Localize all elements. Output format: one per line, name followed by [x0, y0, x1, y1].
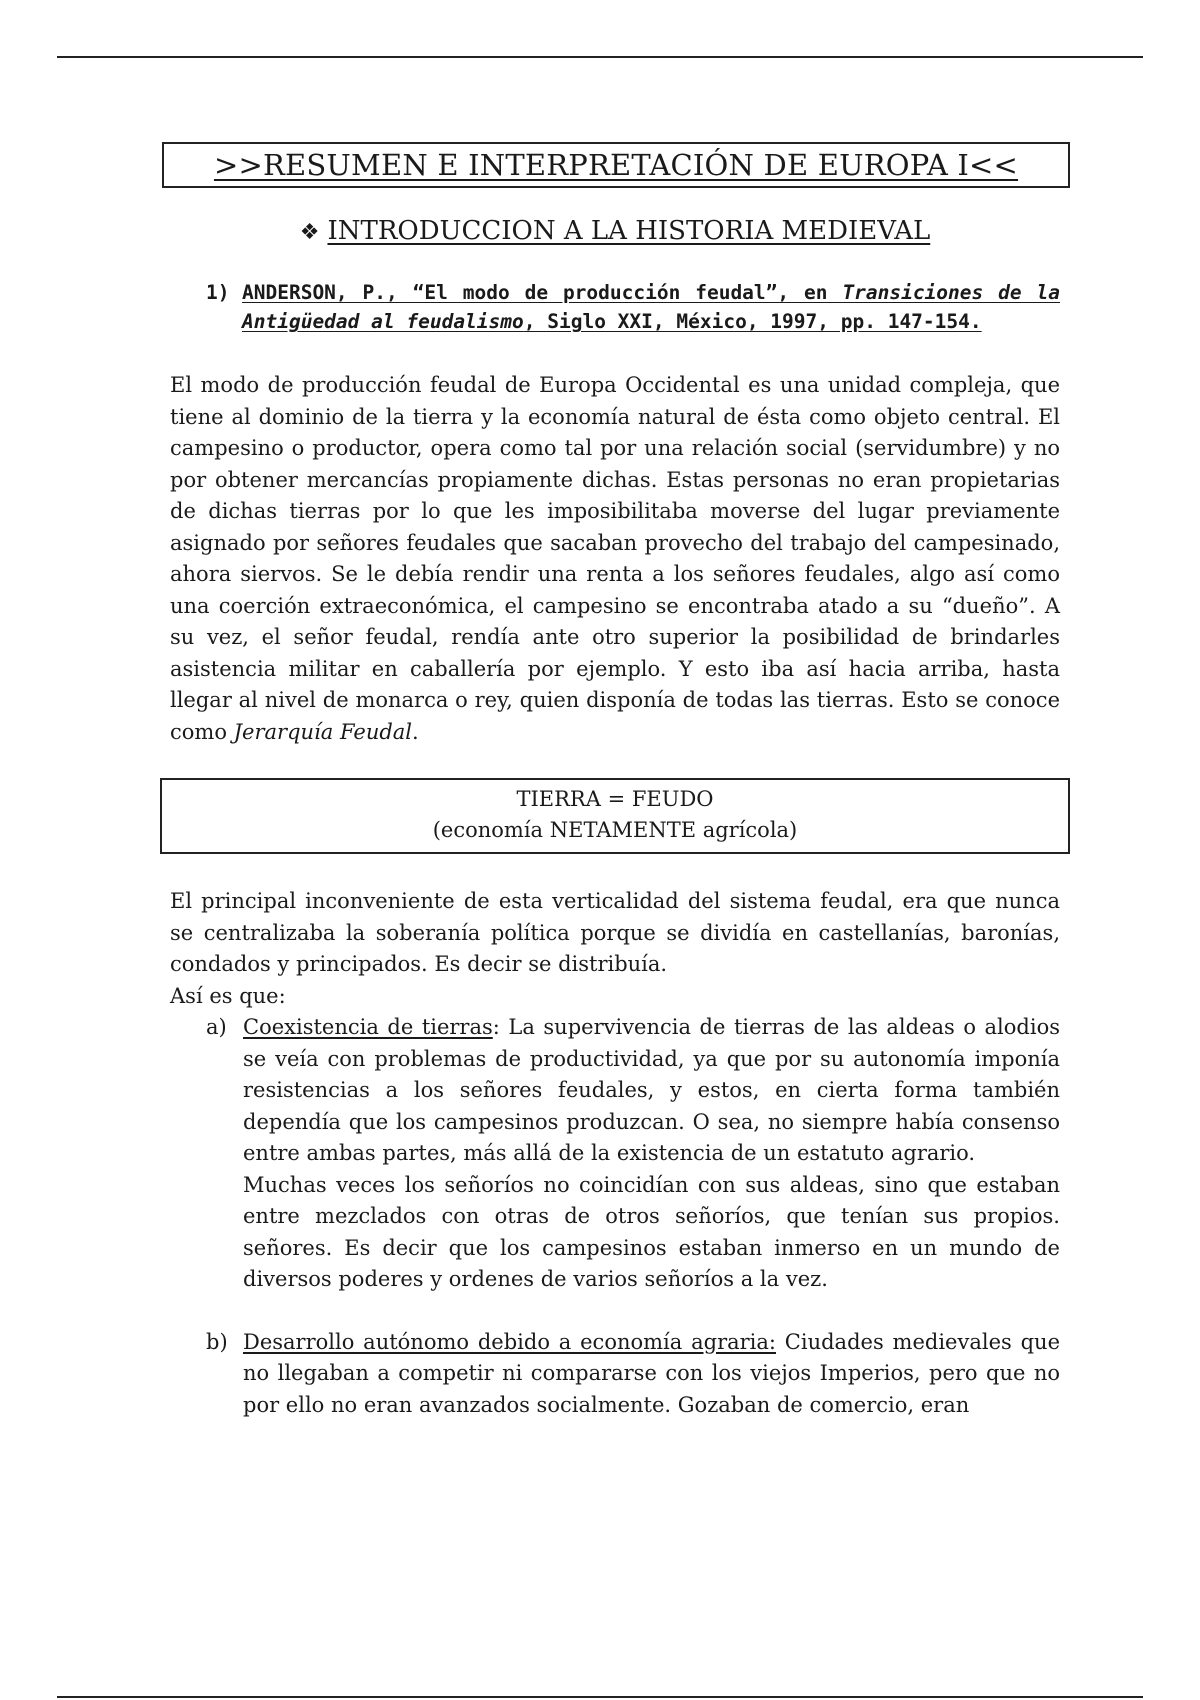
document-page — [170, 142, 1060, 1421]
reference-book-title: Transiciones de la Antigüedad al feudalismo — [242, 281, 1060, 333]
paragraph-emphasis: Jerarquía Feudal — [233, 719, 413, 744]
diamond-bullet-icon: ❖ — [299, 220, 320, 245]
section-heading — [170, 216, 1060, 246]
header-rule — [57, 56, 1143, 58]
list-intro: Así es que: — [170, 983, 286, 1008]
document-title-box — [162, 142, 1070, 188]
footer-rule — [57, 1696, 1143, 1698]
list-item-text — [243, 1327, 1060, 1422]
list-item-heading: Desarrollo autónomo debido a economía agraria: — [243, 1329, 776, 1354]
reference-author: ANDERSON, P., “El modo de producción feudal”, en — [242, 281, 843, 304]
list-item-body: Ciudades medievales que no llegaban a competir ni compararse con los viejos Imperios, pero que no por ello no eran avanzados socialmente. Gozaban de comercio, eran — [243, 1329, 1060, 1417]
definition-box — [160, 778, 1070, 854]
reference-text — [242, 278, 1060, 336]
section-heading-text: INTRODUCCION A LA HISTORIA MEDIEVAL — [327, 216, 931, 246]
paragraph-end: . — [412, 719, 419, 744]
list-item — [206, 1012, 1060, 1296]
reference-number: 1) — [206, 281, 230, 304]
definition-line-1: TIERRA = FEUDO — [516, 787, 714, 811]
list-item — [206, 1327, 1060, 1422]
reference-publication: , Siglo XXI, México, 1997, pp. 147-154. — [523, 310, 982, 333]
list-item-heading: Coexistencia de tierras — [243, 1015, 493, 1039]
list-item-label: b) — [206, 1329, 228, 1354]
definition-line-2: (economía NETAMENTE agrícola) — [432, 818, 798, 842]
paragraph-feudal-mode — [170, 370, 1060, 748]
paragraph-feudal-mode-text: El modo de producción feudal de Europa Occidental es una unidad compleja, que tiene al dominio de la tierra y la economía natural de ésta como objeto central. El campesino o productor, opera como tal por una relación social (servidumbre) y no por obtener mercancías propiamente dichas. Estas personas no eran propietarias de dichas tierras por lo que les imposibilitaba moverse del lugar previamente asignado por señores feudales que sacaban provecho del trabajo del campesinado, ahora siervos. Se le debía rendir una renta a los señores feudales, algo así como una coerción extraeconómica, el campesino se encontraba atado a su “dueño”. A su vez, el señor feudal, rendía ante otro superior la posibilidad de brindarles asistencia militar en caballería por ejemplo. Y esto iba así hacia arriba, hasta llegar al nivel de monarca o rey, quien disponía de todas las tierras. Esto se conoce como — [170, 373, 1060, 744]
bibliographic-reference — [206, 278, 1060, 336]
list-item-text — [243, 1012, 1060, 1296]
list-item-body: : La supervivencia de tierras de las aldeas o alodios se veía con problemas de productividad, ya que por su autonomía imponía resistencias a los señores feudales, y estos, en cierta forma también dependía que los campesinos produzcan. O sea, no siempre había consenso entre ambas partes, más allá de la existencia de un estatuto agrario. — [243, 1015, 1060, 1165]
list-item-label: a) — [206, 1015, 227, 1039]
list-item-continuation: Muchas veces los señoríos no coincidían con sus aldeas, sino que estaban entre mezclados con otras de otros señoríos, que tenían sus propios. señores. Es decir que los campesinos estaban inmerso en un mundo de diversos poderes y ordenes de varios señoríos a la vez. — [243, 1172, 1060, 1291]
document-title: >>RESUMEN E INTERPRETACIÓN DE EUROPA I<< — [213, 148, 1019, 182]
paragraph-verticality: El principal inconveniente de esta verticalidad del sistema feudal, era que nunca se centralizaba la soberanía política porque se dividía en castellanías, baronías, condados y principados. Es decir se distribuía. — [170, 889, 1060, 976]
